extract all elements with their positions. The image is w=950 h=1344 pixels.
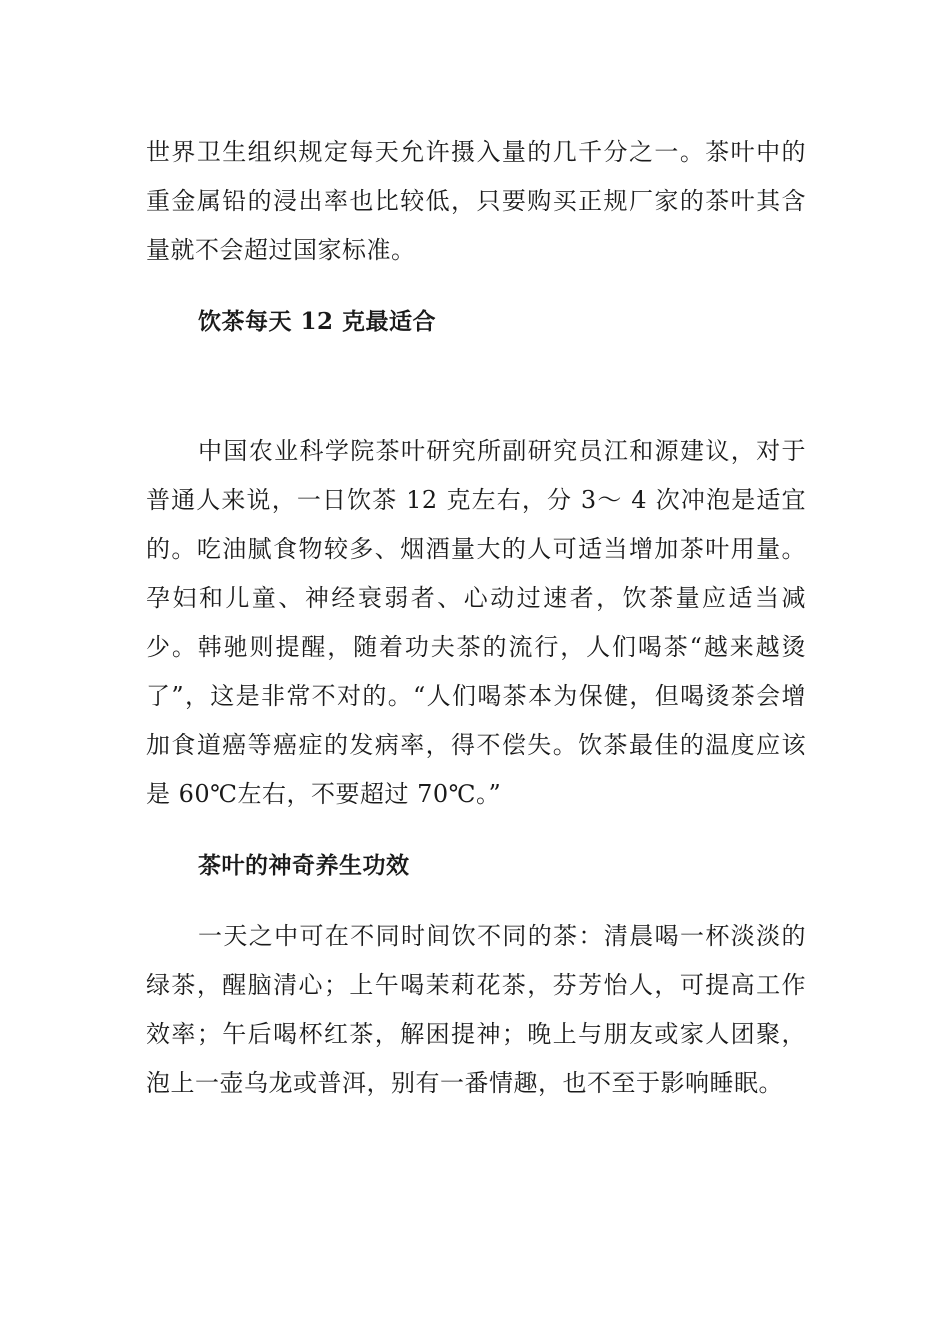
document-body — [146, 128, 806, 1108]
paragraph-health-effects: 一天之中可在不同时间饮不同的茶：清晨喝一杯淡淡的绿茶，醒脑清心；上午喝茉莉花茶，芬芳怡人，可提高工作效率；午后喝杯红茶，解困提神；晚上与朋友或家人团聚，泡上一壶乌龙或普洱，别有一番情趣，也不至于影响睡眠。 — [146, 922, 806, 1097]
section-heading-health-effects: 茶叶的神奇养生功效 — [198, 852, 410, 879]
paragraph-daily-amount: 中国农业科学院茶叶研究所副研究员江和源建议，对于普通人来说，一日饮茶 12 克左右，分 3～ 4 次冲泡是适宜的。吃油腻食物较多、烟酒量大的人可适当增加茶叶用量。孕妇和儿童、神经衰弱者、心动过速者，饮茶量应适当减少。韩驰则提醒，随着功夫茶的流行，人们喝茶“越来越烫了”，这是非常不对的。“人们喝茶本为保健，但喝烫茶会增加食道癌等癌症的发病率，得不偿失。饮茶最佳的温度应该是 60℃左右，不要超过 70℃。” — [146, 437, 806, 808]
paragraph-continued: 世界卫生组织规定每天允许摄入量的几千分之一。茶叶中的重金属铅的浸出率也比较低，只要购买正规厂家的茶叶其含量就不会超过国家标准。 — [146, 138, 806, 264]
section-heading-daily-amount: 饮茶每天 12 克最适合 — [198, 308, 437, 335]
